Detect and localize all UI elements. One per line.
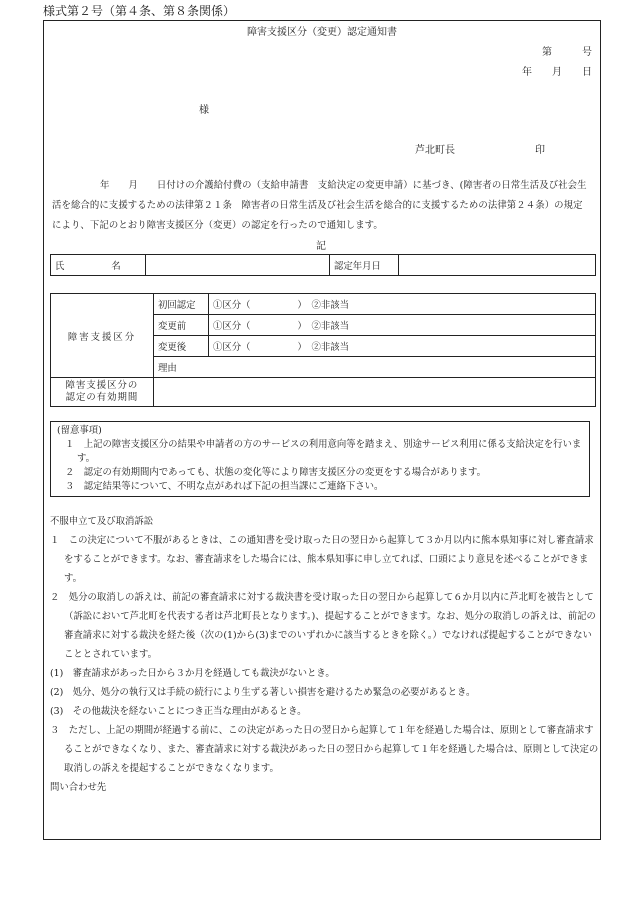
option-not-applicable: ②非該当 (311, 300, 349, 311)
validity-label-line1: 障害支援区分の (65, 380, 139, 391)
notes-item: １ 上記の障害支援区分の結果や申請者の方のサービスの利用意向等を踏まえ、別途サービス利用に係る支給決定を行います。 (65, 439, 582, 464)
validity-label-line2: 認定の有効期間 (65, 392, 139, 403)
category-label: 障害支援区分 (51, 294, 154, 378)
notes-box (50, 421, 590, 497)
validity-label (51, 378, 154, 407)
cert-date-label: 認定年月日 (330, 255, 399, 276)
objection-section (50, 512, 600, 797)
reason-row: 理由 (154, 357, 596, 378)
objection-sub-item: (2) 処分、処分の執行又は手続の続行により生ずる著しい損害を避けるため緊急の必要があるとき。 (50, 687, 476, 698)
notes-item: ２ 認定の有効期間内であっても、状態の変化等により障害支援区分の変更をする場合があります。 (65, 467, 487, 478)
option-class: ①区分（ ） (213, 321, 303, 332)
name-value (146, 255, 330, 276)
recipient-suffix: 様 (199, 105, 209, 116)
notice-document (43, 20, 601, 840)
notes-title: (留意事項) (57, 425, 102, 436)
kind-initial: 初回認定 (154, 294, 209, 315)
support-category-table (50, 293, 596, 407)
objection-item: １ この決定について不服があるときは、この通知書を受け取った日の翌日から起算して３か月以内に熊本県知事に対し審査請求をすることができます。なお、審査請求をした場合には、熊本県知事に申し立てれば、口頭により意見を述べることができます。 (50, 535, 594, 584)
row-before-options (209, 315, 596, 336)
issuer-name: 芦北町長 (415, 145, 455, 156)
notice-body: 年 月 日付けの介護給付費の（支給申請書 支給決定の変更申請）に基づき、(障害者の日常生活及び社会生活を総合的に支援するための法律第２１条 障害者の日常生活及び社会生活を総合的に支援するための法律第２４条）の規定により、下記のとおり障害支援区分（変更）の認定を行ったので通知します。 (52, 180, 587, 231)
row-initial-options (209, 294, 596, 315)
objection-title: 不服申立て及び取消訴訟 (50, 516, 154, 527)
option-not-applicable: ②非該当 (311, 321, 349, 332)
objection-item: ３ ただし、上記の期間が経過する前に、この決定があった日の翌日から起算して１年を経過した場合は、原則として審査請求することができなくなり、また、審査請求に対する裁決があった日の翌日から起算して１年を経過した場合は、原則として決定の取消しの訴えを提起することができなくなります。 (50, 725, 599, 774)
recipient-table (50, 254, 596, 276)
ki-label: 記 (316, 241, 326, 252)
objection-item: ２ 処分の取消しの訴えは、前記の審査請求に対する裁決書を受け取った日の翌日から起算して６か月以内に芦北町を被告として（訴訟において芦北町を代表する者は芦北町長となります。)、提起することができます。なお、処分の取消しの訴えは、前記の審査請求に対する裁決を経た後（次の(1)から(3)までのいずれかに該当するときを除く。）でなければ提起することができないこととされています。 (50, 592, 596, 660)
seal-mark: 印 (535, 145, 545, 156)
option-class: ①区分（ ） (213, 300, 303, 311)
objection-sub-item: (1) 審査請求があった日から３か月を経過しても裁決がないとき。 (50, 668, 335, 679)
contact-label: 問い合わせ先 (50, 782, 107, 793)
cert-date-value (399, 255, 596, 276)
form-number: 様式第２号（第４条、第８条関係） (43, 4, 236, 18)
kind-after: 変更後 (154, 336, 209, 357)
document-title: 障害支援区分（変更）認定通知書 (247, 27, 397, 38)
document-date: 年 月 日 (522, 67, 592, 78)
option-class: ①区分（ ） (213, 342, 303, 353)
kind-before: 変更前 (154, 315, 209, 336)
objection-sub-item: (3) その他裁決を経ないことにつき正当な理由があるとき。 (50, 706, 307, 717)
notes-item: ３ 認定結果等について、不明な点があれば下記の担当課にご連絡下さい。 (65, 481, 384, 492)
validity-value (154, 378, 596, 407)
option-not-applicable: ②非該当 (311, 342, 349, 353)
document-number: 第 号 (542, 47, 592, 58)
row-after-options (209, 336, 596, 357)
name-label: 氏 名 (51, 255, 146, 276)
